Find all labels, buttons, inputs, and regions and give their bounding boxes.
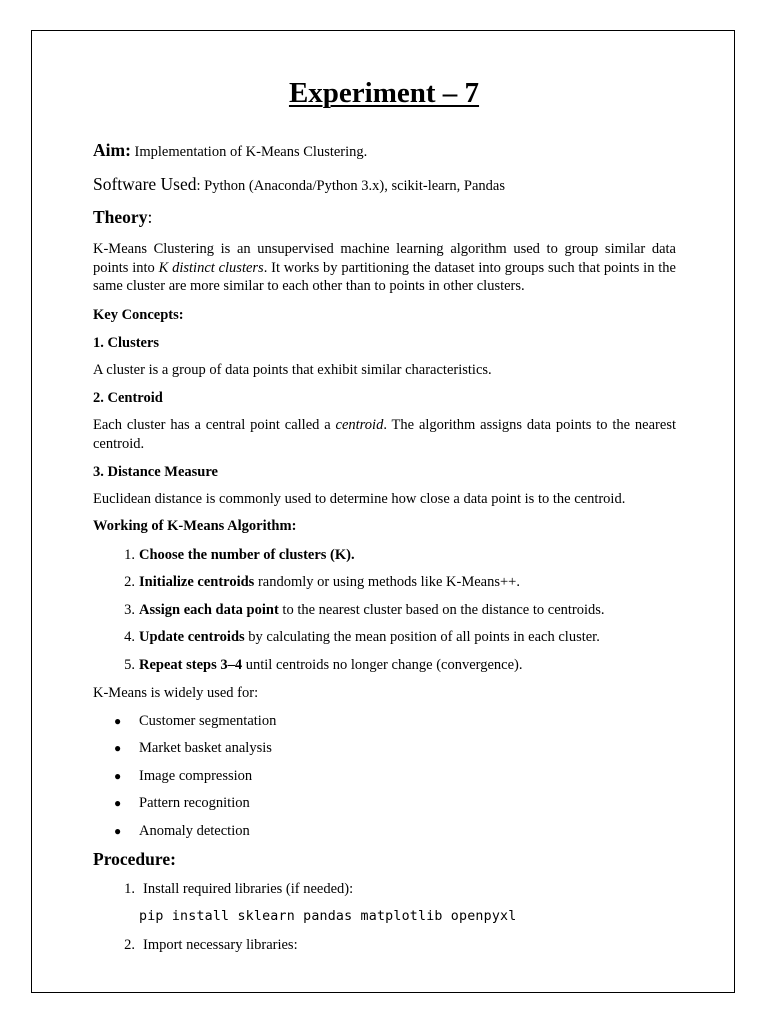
procedure-number: 2. [124,937,135,953]
key-concepts-label: Key Concepts: [93,307,184,323]
step-bold: Update centroids [139,629,245,645]
intro-italic: K distinct clusters [158,259,264,276]
use-item: Market basket analysis [139,740,272,756]
software-label: Software Used [93,174,197,194]
step-item [139,656,522,674]
bullet-icon: ● [114,796,122,810]
step-rest: by calculating the mean position of all points in each cluster. [244,629,600,645]
step-item [139,573,520,591]
procedure-label: Procedure: [93,849,176,869]
bullet-icon: ● [114,741,122,755]
concept-centroid-heading: 2. Centroid [93,390,163,406]
bullet-icon: ● [114,824,122,838]
step-number: 2. [124,574,135,590]
use-item: Anomaly detection [139,823,250,839]
step-bold: Initialize centroids [139,574,255,590]
software-line [93,175,505,195]
use-item: Pattern recognition [139,795,250,811]
step-rest: to the nearest cluster based on the distance to centroids. [278,602,605,618]
software-colon: : [196,178,201,194]
concept-clusters-text: A cluster is a group of data points that exhibit similar characteristics. [93,362,492,378]
page-title: Experiment – 7 [288,77,480,109]
bullet-icon: ● [114,714,122,728]
concept-distance-text: Euclidean distance is commonly used to determine how close a data point is to the centroid. [93,491,626,507]
step-bold: Assign each data point [139,602,279,618]
step-item [139,546,355,564]
step-number: 5. [124,657,135,673]
aim-line [93,141,367,161]
uses-label: K-Means is widely used for: [93,685,259,701]
step-number: 4. [124,629,135,645]
centroid-text-post: . The algorithm assigns data points to the nearest centroid. [93,417,676,452]
step-rest: randomly or using methods like K-Means++. [254,574,520,590]
step-item [139,601,605,619]
use-item: Image compression [139,768,253,784]
step-number: 3. [124,602,135,618]
theory-label: Theory [93,207,148,227]
step-rest: until centroids no longer change (convergence). [242,657,523,673]
intro-text-1: K-Means Clustering is an unsupervised machine learning algorithm used to group similar data points into [93,241,676,276]
centroid-italic: centroid [335,417,384,433]
aim-label: Aim: [93,140,131,160]
concept-centroid-text [93,416,676,453]
procedure-number: 1. [124,881,135,897]
aim-text: Implementation of K-Means Clustering. [130,144,368,160]
software-text: Python (Anaconda/Python 3.x), scikit-learn, Pandas [200,178,505,194]
install-command: pip install sklearn pandas matplotlib openpyxl [139,909,517,924]
use-item: Customer segmentation [139,713,277,729]
theory-heading [93,208,152,228]
concept-clusters-heading: 1. Clusters [93,335,160,351]
theory-colon: : [147,207,153,227]
working-label: Working of K-Means Algorithm: [93,518,297,534]
procedure-item: Install required libraries (if needed): [143,881,354,897]
centroid-text-pre: Each cluster has a central point called a [93,417,336,433]
step-number: 1. [124,547,135,563]
step-bold: Repeat steps 3–4 [139,657,243,673]
procedure-item: Import necessary libraries: [143,937,298,953]
intro-paragraph [93,240,676,296]
concept-distance-heading: 3. Distance Measure [93,464,218,480]
step-item [139,628,600,646]
step-bold: Choose the number of clusters (K). [139,547,355,563]
intro-text-2: . It works by partitioning the dataset into groups such that points in the same cluster are more similar to each other than to points in other clusters. [93,259,676,295]
bullet-icon: ● [114,769,122,783]
